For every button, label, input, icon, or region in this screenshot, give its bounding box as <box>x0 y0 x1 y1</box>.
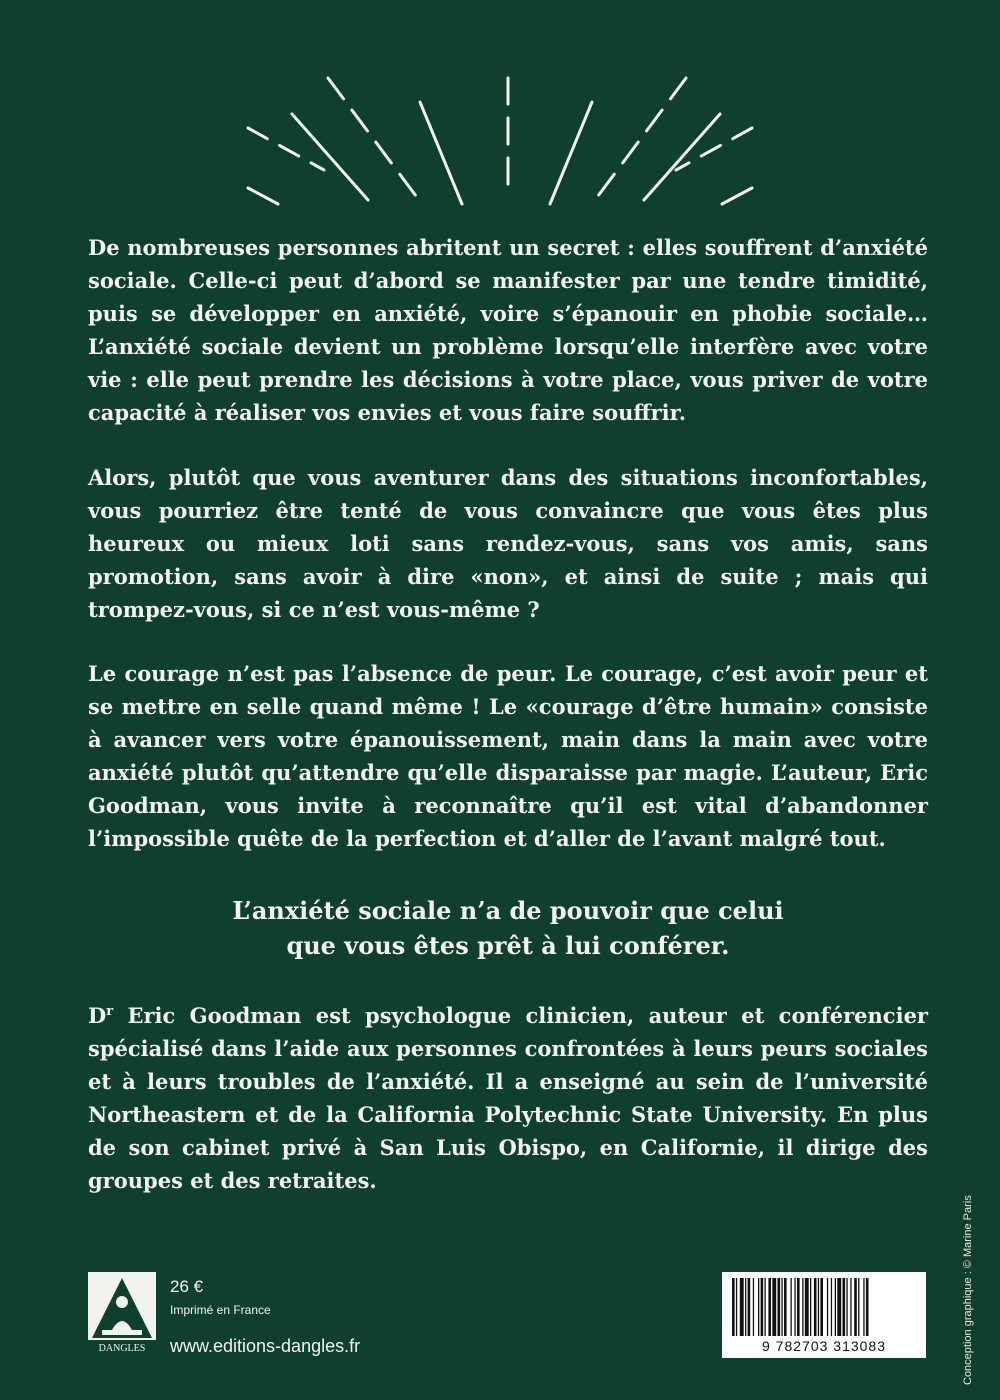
barcode-bar <box>827 1278 828 1336</box>
barcode-bar <box>778 1278 781 1336</box>
barcode-bar <box>863 1278 864 1336</box>
barcode-bar <box>791 1278 792 1336</box>
isbn-number: 9 782703 313083 <box>762 1338 886 1354</box>
barcode-bar <box>768 1278 771 1336</box>
decorative-rays-icon <box>240 70 760 210</box>
description-paragraph-1: De nombreuses personnes abritent un secret : elles souffrent d’anxiété sociale. Celle-ci peut d’abord se manifester par une tendre timidité, puis se développer en anxiété, voire s’épanouir en phobie sociale… L’anxiété sociale devient un problème lorsqu’elle interfère avec votre vie : elle peut prendre les décisions à votre place, vous priver de votre capacité à réaliser vos envies et vous faire souffrir. <box>88 235 928 425</box>
barcode-bar <box>843 1278 846 1336</box>
description-paragraph-2: Alors, plutôt que vous aventurer dans des situations inconfortables, vous pourriez être tenté de vous convaincre que vous êtes plus heureux ou mieux loti sans rendez-vous, sans vos amis, sans promotion, sans avoir à dire «non», et ainsi de suite ; mais qui trompez-vous, si ce n’est vous-même ? <box>88 465 928 622</box>
description-paragraph-3: Le courage n’est pas l’absence de peur. Le courage, c’est avoir peur et se mettre en selle quand même ! Le «courage d’être humain» consiste à avancer vers votre épanouissement, main dans la main avec votre anxiété plutôt qu’attendre qu’elle disparaisse par magie. L’auteur, Eric Goodman, vous invite à reconnaître qu’il est vital d’abandonner l’impossible quête de la perfection et d’aller de l’avant malgré tout. <box>88 661 928 851</box>
barcode-bar <box>820 1278 823 1336</box>
design-credit: Conception graphique : © Marine Paris <box>962 1195 974 1385</box>
barcode-bar <box>850 1278 851 1336</box>
barcode-bar <box>805 1278 809 1336</box>
barcode-bar <box>858 1278 859 1336</box>
barcode-bar <box>846 1278 847 1336</box>
pull-quote-line-2: que vous êtes prêt à lui conférer. <box>286 931 730 960</box>
barcode-bar <box>736 1278 737 1336</box>
barcode-icon <box>730 1278 918 1336</box>
barcode-bar <box>772 1278 776 1336</box>
barcode-bar <box>765 1278 766 1336</box>
barcode-bar <box>753 1278 754 1336</box>
pull-quote <box>88 893 928 963</box>
author-bio <box>88 995 928 1197</box>
barcode-bar <box>810 1278 811 1336</box>
author-title-sup: r <box>106 1004 114 1019</box>
printed-in: Imprimé en France <box>170 1303 271 1317</box>
barcode-bar <box>745 1278 746 1336</box>
barcode-bar <box>732 1278 735 1336</box>
barcode-bar <box>831 1278 832 1336</box>
barcode-bar <box>797 1278 800 1336</box>
barcode-bar <box>802 1278 803 1336</box>
author-title-prefix: D <box>88 1003 107 1028</box>
barcode-bar <box>854 1278 857 1336</box>
barcode-bar <box>818 1278 819 1336</box>
barcode-bar <box>837 1278 841 1336</box>
barcode-bar <box>748 1278 751 1336</box>
barcode-bar <box>814 1278 817 1336</box>
barcode-bar <box>866 1278 869 1336</box>
publisher-logo-label: DANGLES <box>98 1343 146 1354</box>
price: 26 € <box>170 1277 204 1296</box>
barcode-bar <box>740 1278 744 1336</box>
barcode-bar <box>758 1278 759 1336</box>
barcode-bar <box>794 1278 795 1336</box>
author-bio-text: Eric Goodman est psychologue clinicien, auteur et conférencier spécialisé dans l’aide aux personnes confrontées à leurs peurs sociales et à leurs troubles de l’anxiété. Il a enseigné au sein de l’université Northeastern et de la California Polytechnic State University. En plus de son cabinet privé à San Luis Obispo, en Californie, il dirige des groupes et des retraites. <box>88 1003 928 1193</box>
barcode-bar <box>784 1278 787 1336</box>
isbn-barcode <box>722 1272 926 1358</box>
publisher-website: www.editions-dangles.fr <box>170 1336 361 1356</box>
publisher-logo-icon <box>88 1272 156 1354</box>
barcode-bar <box>781 1278 782 1336</box>
barcode-bar <box>835 1278 836 1336</box>
barcode-bar <box>761 1278 764 1336</box>
pull-quote-line-1: L’anxiété sociale n’a de pouvoir que celui <box>232 896 784 925</box>
